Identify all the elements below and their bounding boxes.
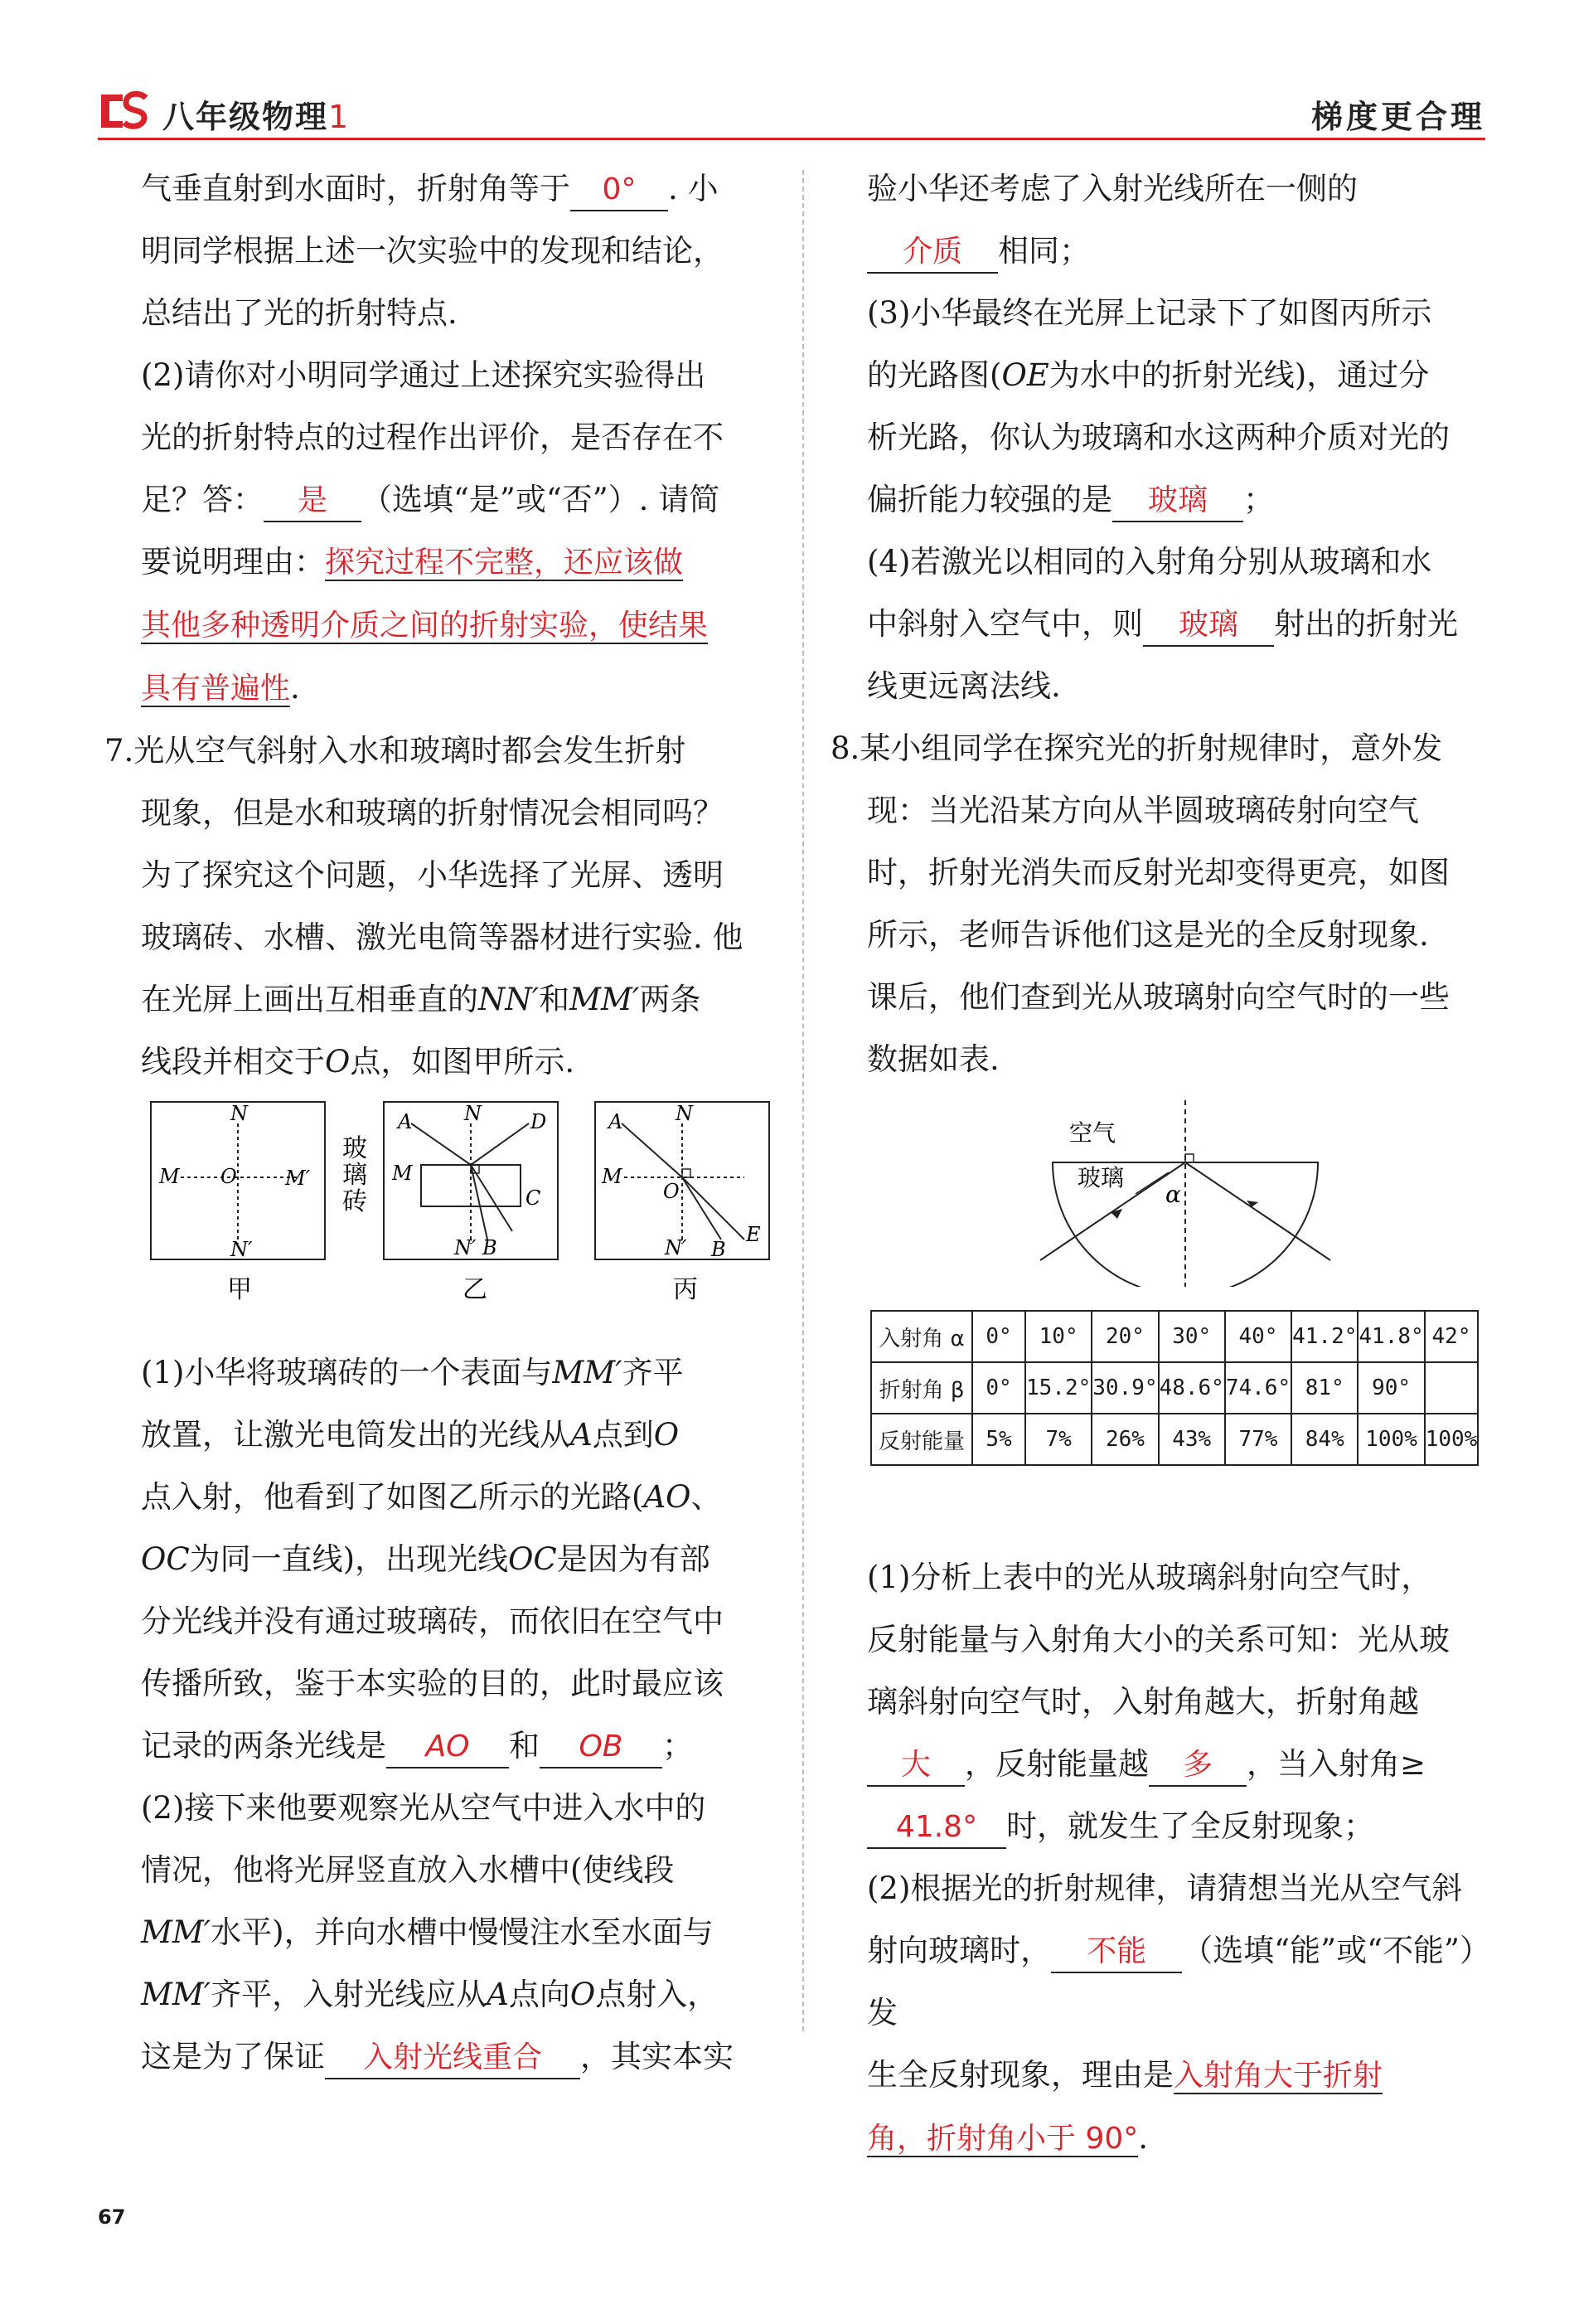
figure-yi <box>342 1102 558 1304</box>
label-glass-1: 玻 <box>342 1134 367 1163</box>
label-n-prime: N′ <box>454 1236 477 1259</box>
figure-jia <box>151 1102 325 1304</box>
answer-blank: 入射光线重合 <box>325 2038 580 2079</box>
text-line: (2)根据光的折射规律，请猜想当光从空气斜 <box>867 1870 1463 1906</box>
text-line: 情况，他将光屏竖直放入水槽中(使线段 <box>141 1852 675 1888</box>
text-line: 璃斜射向空气时，入射角越大，折射角越 <box>867 1684 1419 1720</box>
caption-jia: 甲 <box>227 1275 252 1304</box>
header <box>98 86 1485 136</box>
text-line: 大 ，反射能量越 多 ，当入射角≥ <box>867 1733 1490 1795</box>
text-line: 为了探究这个问题，小华选择了光屏、透明 <box>141 857 724 893</box>
text-line: 介质 相同； <box>867 220 1490 282</box>
answer-blank: 41.8° <box>867 1807 1006 1849</box>
text-line: (2)接下来他要观察光从空气中进入水中的 <box>141 1790 706 1826</box>
label-o: O <box>220 1165 237 1188</box>
text-line: 线更远离法线. <box>867 668 1061 704</box>
table-cell: 0° <box>972 1311 1025 1362</box>
text-line: 课后，他们查到光从玻璃射向空气时的一些 <box>867 979 1450 1015</box>
table-cell: 41.2° <box>1291 1311 1358 1362</box>
table-cell: 10° <box>1025 1311 1092 1362</box>
table-cell: 43% <box>1159 1414 1225 1465</box>
caption-bing: 丙 <box>673 1275 698 1304</box>
text-line: 验小华还考虑了入射光线所在一侧的 <box>867 171 1358 206</box>
label-alpha: α <box>1165 1181 1181 1208</box>
text-line: MM′齐平，入射光线应从A点向O点射入， <box>141 1977 719 2012</box>
caption-yi: 乙 <box>463 1275 487 1304</box>
answer-blank: OB <box>540 1727 662 1768</box>
label-a: A <box>608 1110 623 1133</box>
label-m-prime: M′ <box>285 1167 311 1190</box>
table-cell: 40° <box>1225 1311 1291 1362</box>
label-glass-2: 璃 <box>342 1161 367 1190</box>
label-glass: 玻璃 <box>1078 1164 1125 1191</box>
text-line: 所示，老师告诉他们这是光的全反射现象. <box>867 917 1429 953</box>
label-e: E <box>746 1223 761 1246</box>
table-cell: 26% <box>1092 1414 1158 1465</box>
answer-blank: 大 <box>867 1745 965 1787</box>
series-title: 梯度更合理 <box>1310 99 1485 135</box>
text-line: 在光屏上画出互相垂直的NN′和MM′两条 <box>141 982 701 1017</box>
table-cell: 81° <box>1291 1362 1358 1414</box>
table-cell: 7% <box>1025 1414 1092 1465</box>
text-line: 气垂直射到水面时，折射角等于 0° . 小 <box>141 158 768 220</box>
text-line: 光的折射特点的过程作出评价，是否存在不 <box>141 420 724 455</box>
text-line: 反射能量与入射角大小的关系可知：光从玻 <box>867 1622 1450 1657</box>
table-row-header: 反射能量 <box>871 1414 972 1465</box>
table-cell <box>1425 1362 1479 1414</box>
text-line: (1)小华将玻璃砖的一个表面与MM′齐平 <box>141 1355 684 1390</box>
table-cell: 90° <box>1358 1362 1424 1414</box>
text-line: 具有普遍性. <box>141 670 300 706</box>
page-number: 67 <box>98 2205 126 2229</box>
text-line: 传播所致，鉴于本实验的目的，此时最应该 <box>141 1666 724 1701</box>
header-rule <box>98 138 1485 140</box>
table-row-header: 入射角 α <box>871 1311 972 1362</box>
table-row-header: 折射角 β <box>871 1362 972 1414</box>
label-b: B <box>482 1236 497 1259</box>
answer-blank: 其他多种透明介质之间的折射实验，使结果 <box>141 609 709 643</box>
figure-semicircle-glass <box>1003 1096 1351 1287</box>
table-cell: 100% <box>1358 1414 1424 1465</box>
answer-blank: 是 <box>264 481 361 522</box>
label-o: O <box>663 1180 680 1203</box>
label-air: 空气 <box>1069 1119 1116 1147</box>
answer-blank: 探究过程不完整，还应该做 <box>325 546 684 580</box>
text-line: 足？答： 是 （选填“是”或“否”）. 请简 <box>141 468 768 531</box>
table-row <box>871 1362 1478 1414</box>
label-n: N <box>464 1102 482 1125</box>
text-line: 玻璃砖、水槽、激光电筒等器材进行实验. 他 <box>141 919 743 955</box>
text-line: 点入射，他看到了如图乙所示的光路(AO、 <box>141 1479 722 1515</box>
label-d: D <box>530 1110 547 1133</box>
publisher-logo-icon <box>98 90 149 133</box>
table-cell: 48.6° <box>1159 1362 1225 1414</box>
table-cell: 100% <box>1425 1414 1479 1465</box>
text-line: 总结出了光的折射特点. <box>141 295 458 331</box>
text-line: 放置，让激光电筒发出的光线从A点到O <box>141 1417 680 1453</box>
text-line: MM′水平)，并向水槽中慢慢注水至水面与 <box>141 1914 714 1950</box>
text-line: 要说明理由：探究过程不完整，还应该做 <box>141 544 684 580</box>
label-b: B <box>711 1238 726 1261</box>
label-n: N <box>676 1102 693 1125</box>
answer-blank: 角，折射角小于 90° <box>867 2122 1139 2156</box>
text-line: 析光路，你认为玻璃和水这两种介质对光的 <box>867 420 1450 455</box>
table-cell: 30° <box>1159 1311 1225 1362</box>
text-line: (1)分析上表中的光从玻璃斜射向空气时， <box>867 1560 1432 1595</box>
answer-blank: 玻璃 <box>1112 481 1243 522</box>
refraction-data-table <box>870 1310 1479 1466</box>
text-line: 这是为了保证 入射光线重合 ，其实本实 <box>141 2026 768 2088</box>
answer-blank: 玻璃 <box>1143 605 1274 647</box>
label-m: M <box>392 1162 413 1185</box>
text-line: 现象，但是水和玻璃的折射情况会相同吗？ <box>141 795 724 831</box>
label-glass-3: 砖 <box>342 1187 367 1216</box>
text-line: 数据如表. <box>867 1041 1000 1077</box>
table-row <box>871 1414 1478 1465</box>
table-cell: 41.8° <box>1358 1311 1424 1362</box>
text-line: 线段并相交于O点，如图甲所示. <box>141 1044 575 1080</box>
table-row <box>871 1311 1478 1362</box>
figure-light-paths <box>148 1099 777 1306</box>
answer-blank: 介质 <box>867 232 998 274</box>
label-n: N <box>230 1102 248 1125</box>
text-line: 生全反射现象，理由是入射角大于折射 <box>867 2057 1383 2093</box>
label-m: M <box>159 1165 180 1188</box>
text-line: 41.8° 时，就发生了全反射现象； <box>867 1795 1490 1857</box>
table-cell: 15.2° <box>1025 1362 1092 1414</box>
question-number: 7. <box>104 733 134 769</box>
table-cell: 84% <box>1291 1414 1358 1465</box>
table-cell: 42° <box>1425 1311 1479 1362</box>
text-line: 偏折能力较强的是 玻璃 ； <box>867 468 1490 531</box>
label-n-prime: N′ <box>665 1236 687 1259</box>
text-line: 明同学根据上述一次实验中的发现和结论， <box>141 233 724 269</box>
column-divider <box>802 170 804 2031</box>
label-c: C <box>525 1186 541 1210</box>
question-8: 8.某小组同学在探究光的折射规律时，意外发 <box>831 730 1443 766</box>
text-line: OC为同一直线)，出现光线OC是因为有部 <box>141 1541 710 1577</box>
answer-blank: 0° <box>570 170 668 211</box>
table-cell: 74.6° <box>1225 1362 1291 1414</box>
text-line: (2)请你对小明同学通过上述探究实验得出 <box>141 357 706 393</box>
text-line <box>141 594 768 657</box>
table-cell: 5% <box>972 1414 1025 1465</box>
label-a: A <box>398 1110 413 1133</box>
text-line: 角，折射角小于 90°. <box>867 2120 1149 2156</box>
label-n-prime: N′ <box>230 1238 253 1261</box>
label-m: M <box>602 1165 622 1188</box>
text-line: 时，折射光消失而反射光却变得更亮，如图 <box>867 855 1450 890</box>
text-line: 记录的两条光线是 AO 和 OB ； <box>141 1715 768 1777</box>
answer-blank: 入射角大于折射 <box>1174 2059 1383 2093</box>
table-cell: 77% <box>1225 1414 1291 1465</box>
question-number: 8. <box>831 730 860 766</box>
text-line: 的光路图(OE为水中的折射光线)，通过分 <box>867 357 1430 393</box>
answer-blank: AO <box>386 1727 509 1768</box>
answer-blank: 不能 <box>1051 1932 1182 1973</box>
table-cell: 0° <box>972 1362 1025 1414</box>
table-cell: 20° <box>1092 1311 1158 1362</box>
text-line: (4)若激光以相同的入射角分别从玻璃和水 <box>867 544 1432 580</box>
table-cell: 30.9° <box>1092 1362 1158 1414</box>
text-line: 中斜射入空气中，则 玻璃 射出的折射光 <box>867 593 1490 655</box>
answer-blank: 具有普遍性 <box>141 672 291 706</box>
text-line: 现：当光沿某方向从半圆玻璃砖射向空气 <box>867 793 1419 828</box>
question-7: 7.光从空气斜射入水和玻璃时都会发生折射 <box>104 733 686 769</box>
answer-blank: 多 <box>1149 1745 1247 1787</box>
refraction-data-table-wrap <box>870 1310 1479 1466</box>
text-line: 分光线并没有通过玻璃砖，而依旧在空气中 <box>141 1604 724 1639</box>
book-title: 八年级物理1 <box>162 99 351 135</box>
figure-bing <box>595 1102 769 1304</box>
text-line: 射向玻璃时， 不能 （选填“能”或“不能”）发 <box>867 1933 1490 2030</box>
text-line: (3)小华最终在光屏上记录下了如图丙所示 <box>867 295 1432 331</box>
